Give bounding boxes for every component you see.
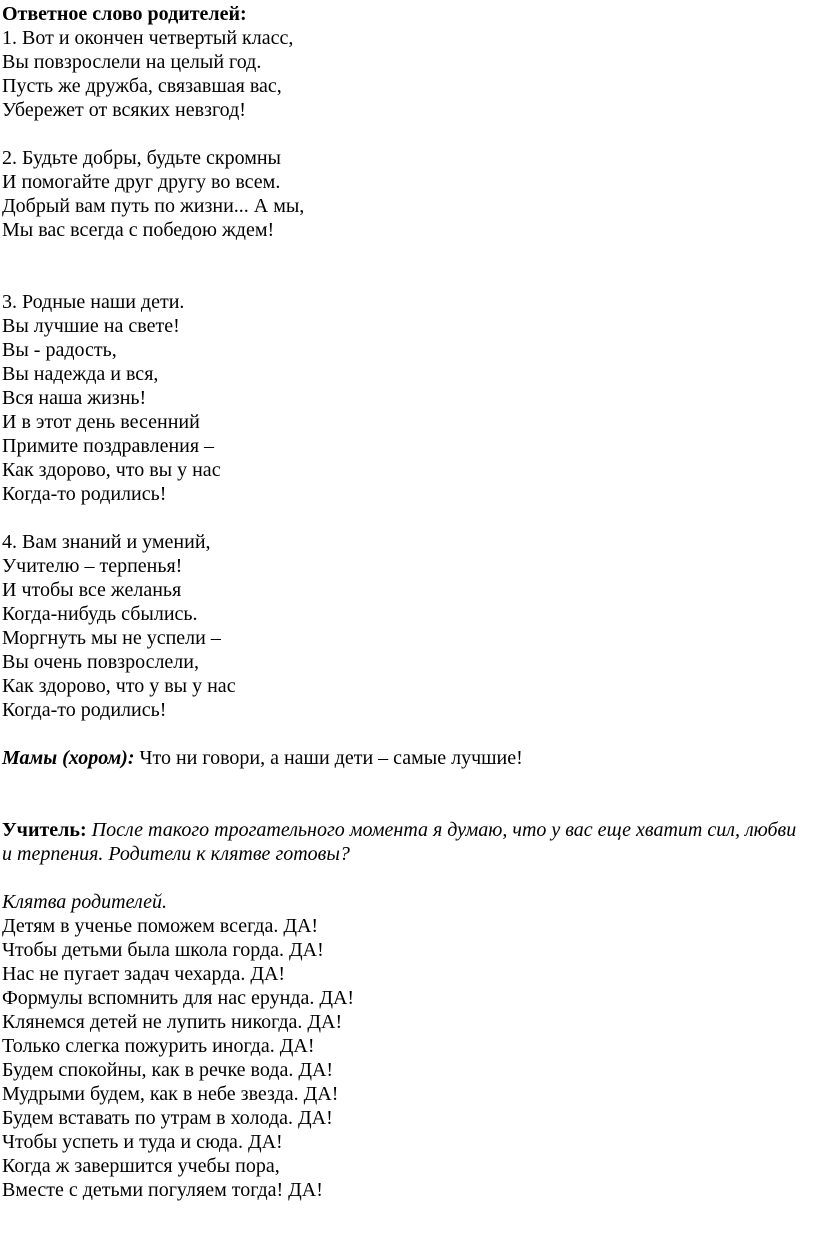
verse-line: И чтобы все желанья: [2, 579, 182, 601]
verse-line: И помогайте друг другу во всем.: [2, 171, 281, 193]
oath-line: Будем спокойны, как в речке вода. ДА!: [2, 1059, 334, 1081]
teacher-line: [2, 818, 802, 866]
verse-line: Когда-то родились!: [2, 699, 167, 721]
verse-line: Вы очень повзрослели,: [2, 651, 199, 673]
oath-line: Чтобы детьми была школа горда. ДА!: [2, 939, 324, 961]
verse-line: Вы повзрослели на целый год.: [2, 51, 262, 73]
verse-line: 3. Родные наши дети.: [2, 291, 185, 313]
verse-line: 2. Будьте добры, будьте скромны: [2, 147, 281, 169]
stanza-2: [2, 146, 816, 242]
verse-line: 4. Вам знаний и умений,: [2, 531, 211, 553]
verse-line: Вы - радость,: [2, 339, 117, 361]
moms-chorus-line: [2, 746, 816, 770]
verse-line: Когда-нибудь сбылись.: [2, 603, 198, 625]
verse-line: Убережет от всяких невзгод!: [2, 99, 246, 121]
verse-line: Вся наша жизнь!: [2, 387, 147, 409]
oath-line: Мудрыми будем, как в небе звезда. ДА!: [2, 1083, 339, 1105]
verse-line: Учителю – терпенья!: [2, 555, 183, 577]
verse-line: Как здорово, что у вы у нас: [2, 675, 236, 697]
section-heading: Ответное слово родителей:: [2, 3, 247, 25]
oath-line: Клянемся детей не лупить никогда. ДА!: [2, 1011, 343, 1033]
moms-speaker-label: Мамы (хором):: [2, 747, 135, 769]
oath-line: Только слегка пожурить иногда. ДА!: [2, 1035, 315, 1057]
oath-line: Нас не пугает задач чехарда. ДА!: [2, 963, 286, 985]
verse-line: Моргнуть мы не успели –: [2, 627, 221, 649]
stanza-4: [2, 530, 816, 722]
verse-line: Пусть же дружба, связавшая вас,: [2, 75, 282, 97]
verse-line: Когда-то родились!: [2, 483, 167, 505]
verse-line: Мы вас всегда с победою ждем!: [2, 219, 275, 241]
verse-line: Вы лучшие на свете!: [2, 315, 180, 337]
teacher-speaker-label: Учитель:: [2, 819, 87, 841]
oath-line: Чтобы успеть и туда и сюда. ДА!: [2, 1131, 283, 1153]
verse-line: Примите поздравления –: [2, 435, 215, 457]
verse-line: Добрый вам путь по жизни... А мы,: [2, 195, 305, 217]
oath-line: Вместе с детьми погуляем тогда! ДА!: [2, 1179, 323, 1201]
oath-list: [2, 914, 816, 1202]
stanza-3: [2, 290, 816, 506]
stanza-1: [2, 26, 816, 122]
oath-line: Детям в ученье поможем всегда. ДА!: [2, 915, 319, 937]
oath-line: Формулы вспомнить для нас ерунда. ДА!: [2, 987, 355, 1009]
verse-line: 1. Вот и окончен четвертый класс,: [2, 27, 294, 49]
oath-title: Клятва родителей.: [2, 891, 168, 913]
oath-line: Когда ж завершится учебы пора,: [2, 1155, 280, 1177]
oath-line: Будем вставать по утрам в холода. ДА!: [2, 1107, 333, 1129]
verse-line: Вы надежда и вся,: [2, 363, 159, 385]
teacher-speech: После такого трогательного момента я думаю, что у вас еще хватит сил, любви и терпения. Родители к клятве готовы?: [2, 819, 797, 865]
verse-line: И в этот день весенний: [2, 411, 200, 433]
verse-line: Как здорово, что вы у нас: [2, 459, 221, 481]
moms-speech: Что ни говори, а наши дети – самые лучшие!: [134, 747, 523, 769]
